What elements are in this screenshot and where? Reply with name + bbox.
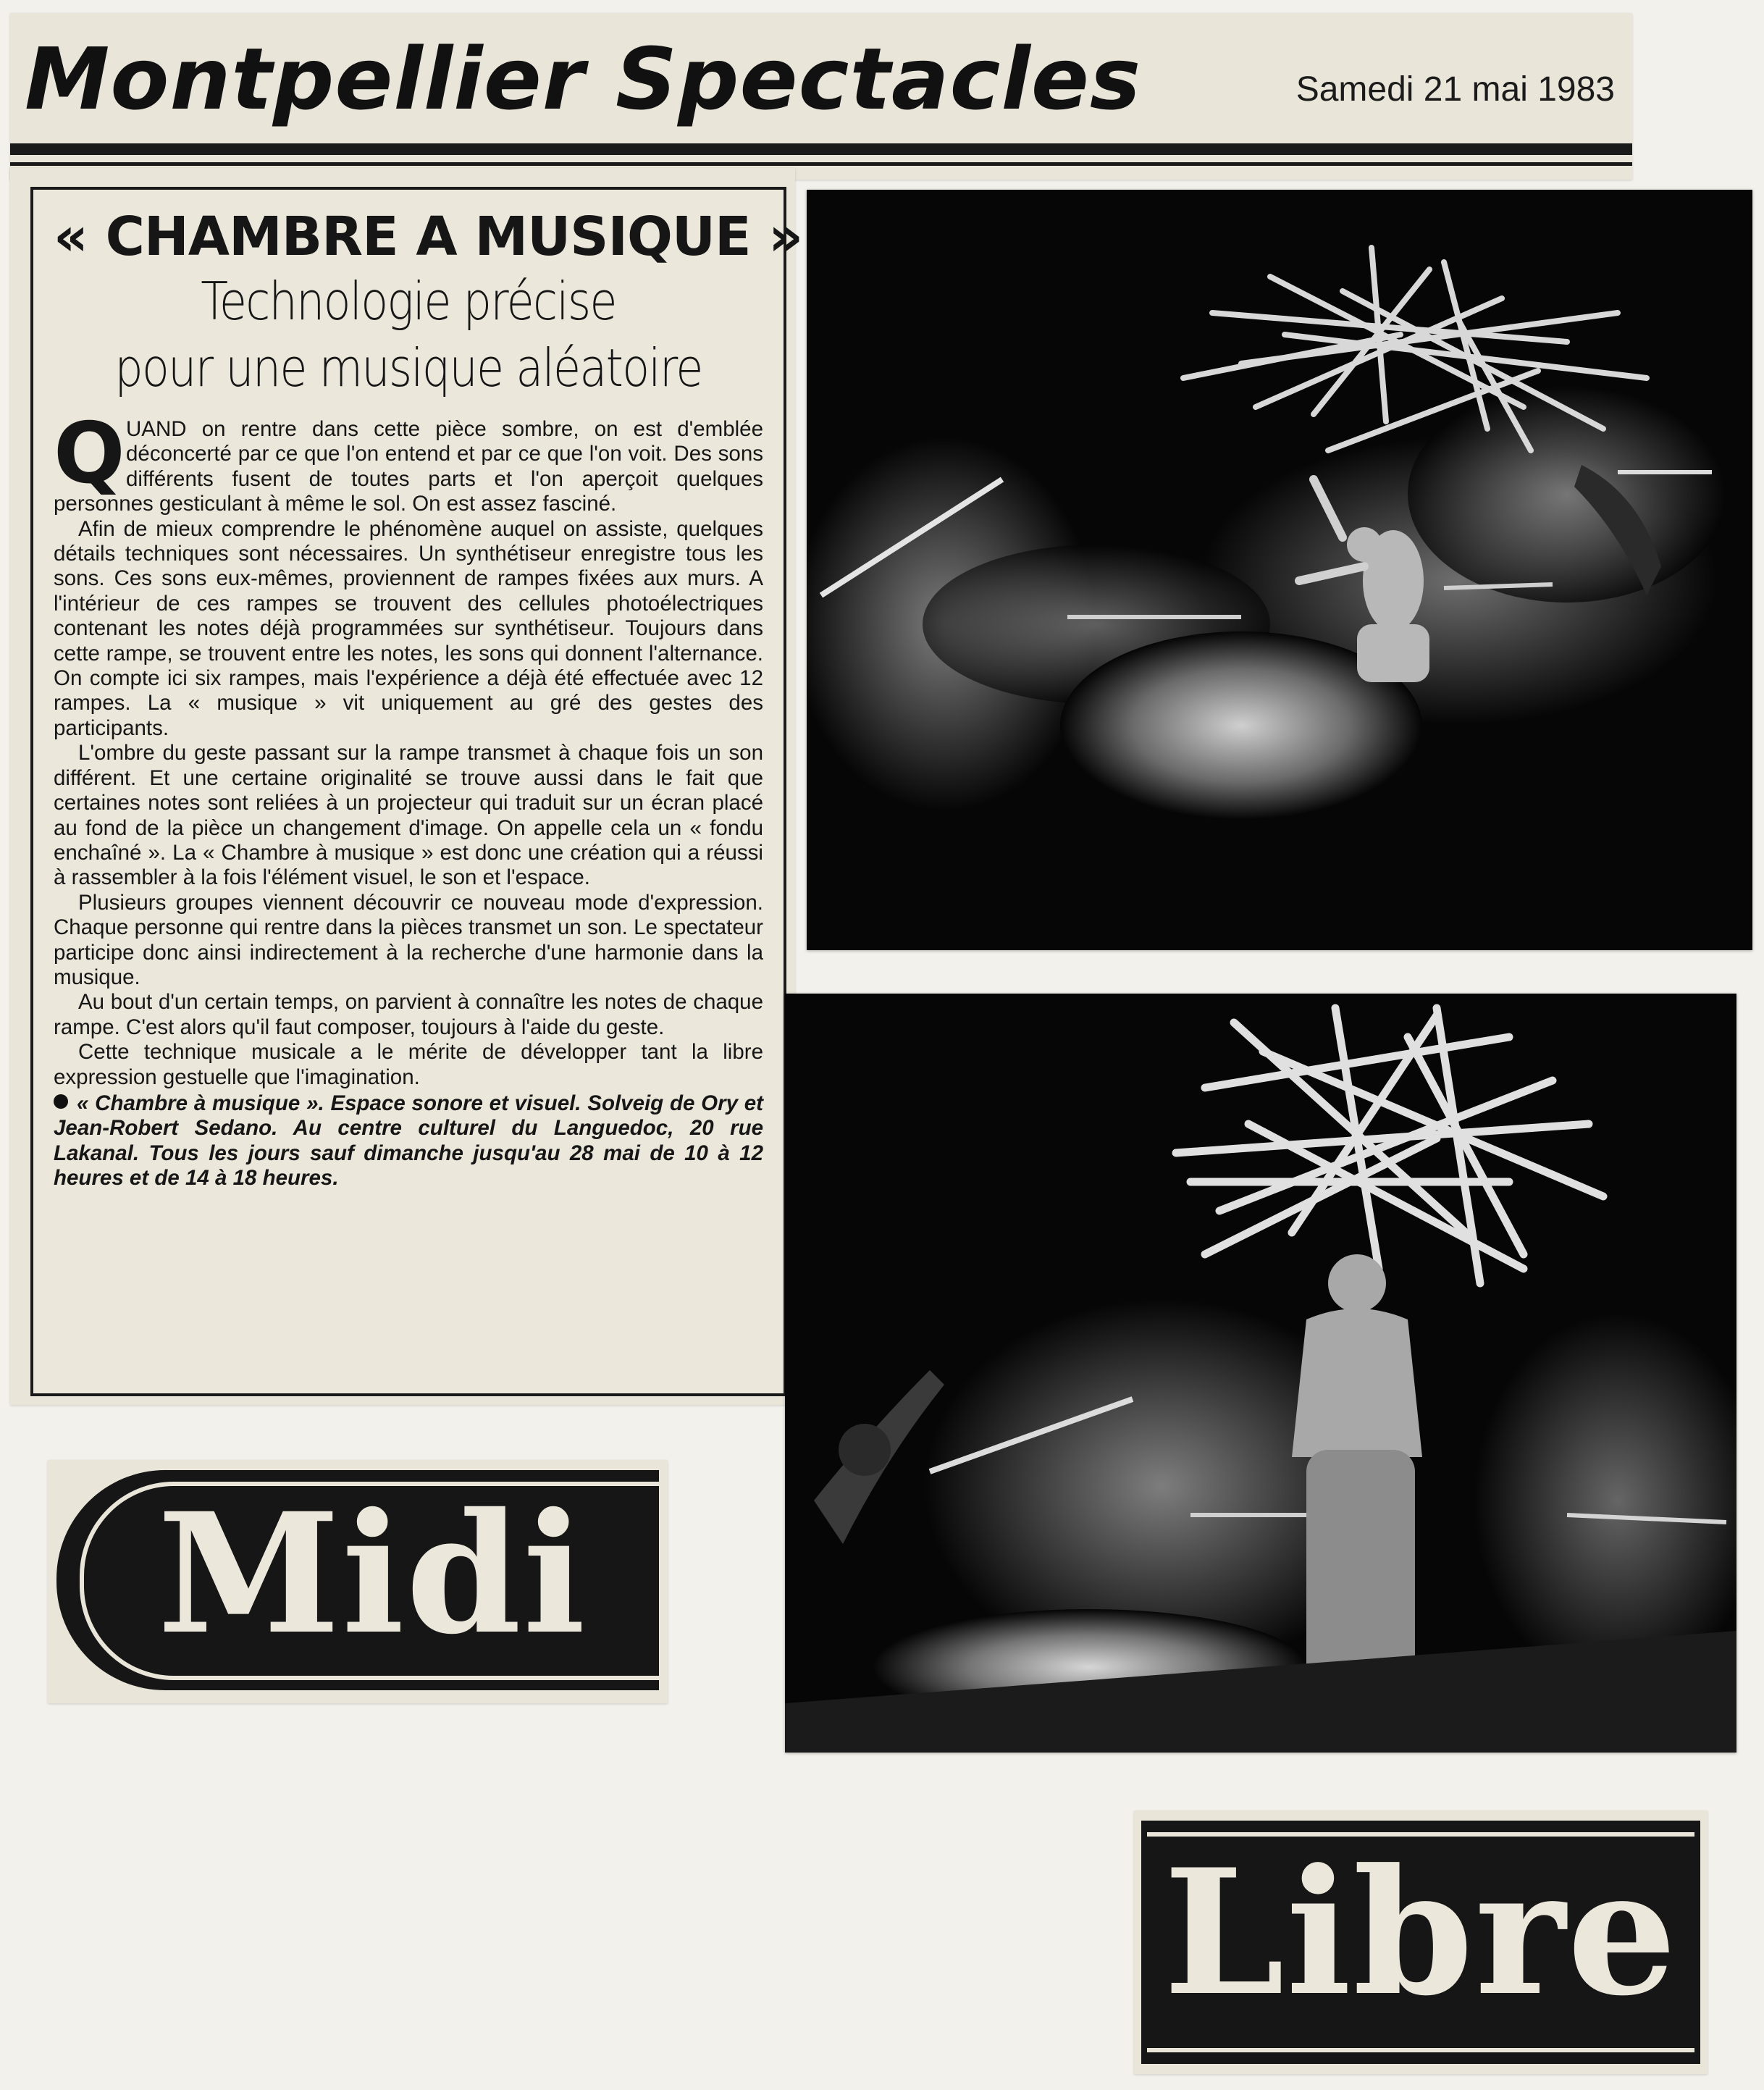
logo-libre-word: Libre	[1163, 1832, 1679, 2034]
article-kicker: « CHAMBRE A MUSIQUE »	[54, 206, 803, 268]
article-paragraph: Au bout d'un certain temps, on parvient à connaître les notes de chaque rampe. C'est alors qu'il faut composer, toujours à l'aide du geste.	[54, 990, 763, 1039]
article-body	[54, 405, 763, 1191]
article-clipping	[10, 168, 803, 1405]
article-paragraph: Cette technique musicale a le mérite de développer tant la libre expression gestuelle que l'imagination.	[54, 1040, 763, 1089]
article-headline-line-1: Technologie précise	[201, 271, 616, 332]
drop-cap: Q	[54, 405, 125, 503]
photo-dancer-installation	[807, 190, 1752, 950]
logo-libre-clipping	[1134, 1810, 1708, 2074]
article-headline-line-2: pour une musique aléatoire	[114, 337, 702, 398]
masthead-rule-thick	[10, 143, 1632, 155]
masthead-rule-thin	[10, 162, 1632, 166]
logo-midi-word: Midi	[157, 1477, 587, 1671]
article-credits: « Chambre à musique ». Espace sonore et visuel. Solveig de Ory et Jean-Robert Sedano. Au centre culturel du Languedoc, 20 rue Lakanal. Tous les jours sauf dimanche jusqu'au 28 mai de 10 à 12 heures et de 14 à 18 heures.	[54, 1091, 763, 1191]
article-frame	[30, 187, 803, 1396]
article-paragraph: L'ombre du geste passant sur la rampe transmet à chaque fois un son différent. Et une certaine originalité se trouve aussi dans le fait que certaines notes sont reliées à un projecteur qui traduit sur un écran placé au fond de la pièce un changement d'image. On appelle cela un « fondu enchaîné ». La « Chambre à musique » est donc une création qui a réussi à rassembler à la fois l'élément visuel, le son et l'espace.	[54, 741, 763, 890]
masthead-clipping	[10, 13, 1632, 180]
photo-standing-visitor	[785, 994, 1736, 1753]
photo-2-illustration	[785, 994, 1736, 1753]
masthead-title: Montpellier Spectacles	[25, 29, 1142, 129]
photo-1-illustration	[807, 190, 1752, 950]
masthead-date: Samedi 21 mai 1983	[1295, 70, 1615, 109]
article-paragraph: Plusieurs groupes viennent découvrir ce nouveau mode d'expression. Chaque personne qui rentre dans la pièces transmet un son. Le spectateur participe donc ainsi indirectement à la recherche d'une harmonie dans la musique.	[54, 890, 763, 989]
article-paragraph: QUAND on rentre dans cette pièce sombre, on est d'emblée déconcerté par ce que l'on entend et par ce que l'on voit. Des sons différents fusent de toutes parts et l'on aperçoit quelques personnes gesticulant à même le sol. On est assez fasciné.	[54, 405, 763, 516]
logo-midi-clipping	[48, 1460, 668, 1703]
article-paragraph: Afin de mieux comprendre le phénomène auquel on assiste, quelques détails techniques sont nécessaires. Un synthétiseur enregistre tous les sons. Ces sons eux-mêmes, proviennent de rampes fixées aux murs. A l'intérieur de ces rampes se trouvent des cellules photoélectriques contenant les notes déjà programmées sur synthétiseur. Toujours dans cette rampe, se trouvent entre les notes, les sons qui donnent l'alternance. On compte ici six rampes, mais l'expérience a déjà été effectuée avec 12 rampes. La « musique » vit uniquement au gré des gestes des participants.	[54, 516, 763, 740]
bullet-icon	[54, 1094, 68, 1109]
